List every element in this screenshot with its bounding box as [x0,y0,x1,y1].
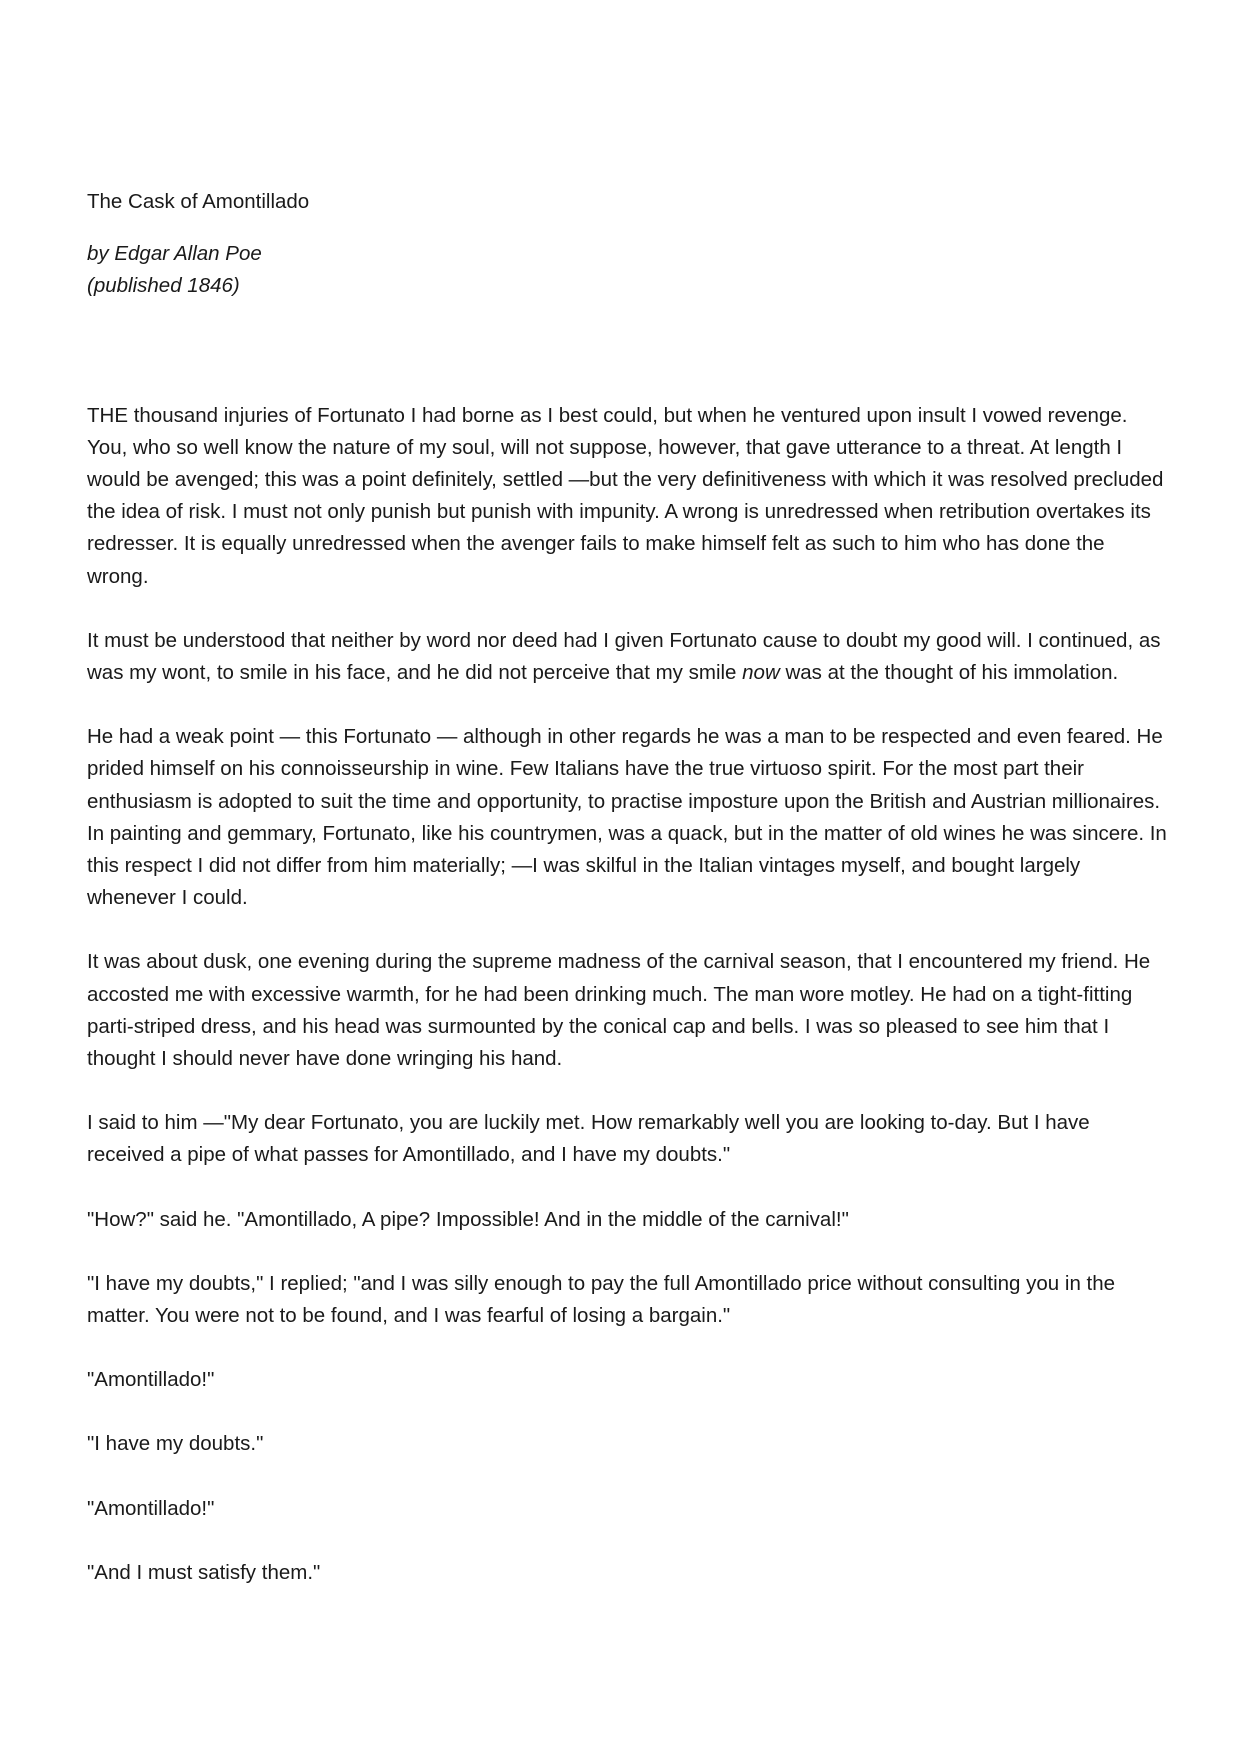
paragraph-2-emphasis: now [742,661,780,685]
author-line: by Edgar Allan Poe [87,242,262,266]
paragraph-8: "Amontillado!" [87,1368,215,1392]
story-body [87,400,1167,1589]
paragraph-1: THE thousand injuries of Fortunato I had borne as I best could, but when he ventured upon insult I vowed revenge. You, who so well know the nature of my soul, will not suppose, however, that gave utterance to a threat. At length I would be avenged; this was a point definitely, settled —but the very definitiveness with which it was resolved precluded the idea of risk. I must not only punish but punish with impunity. A wrong is unredressed when retribution overtakes its redresser. It is equally unredressed when the avenger fails to make himself felt as such to him who has done the wrong. [87,403,1164,588]
paragraph-10: "Amontillado!" [87,1496,215,1520]
paragraph-2-part-1: It must be understood that neither by word nor deed had I given Fortunato cause to doubt my good will. I continued, as was my wont, to smile in his face, and he did not perceive that my smile [87,628,1161,685]
paragraph-7: "I have my doubts," I replied; "and I was silly enough to pay the full Amontillado price without consulting you in the matter. You were not to be found, and I was fearful of losing a bargain." [87,1271,1116,1328]
document-page [87,186,1167,1621]
paragraph-2 [87,625,1167,689]
paragraph-11: "And I must satisfy them." [87,1560,321,1584]
paragraph-6: "How?" said he. "Amontillado, A pipe? Impossible! And in the middle of the carnival!" [87,1207,849,1231]
paragraph-3: He had a weak point — this Fortunato — although in other regards he was a man to be respected and even feared. He prided himself on his connoisseurship in wine. Few Italians have the true virtuoso spirit. For the most part their enthusiasm is adopted to suit the time and opportunity, to practise imposture upon the British and Austrian millionaires. In painting and gemmary, Fortunato, like his countrymen, was a quack, but in the matter of old wines he was sincere. In this respect I did not differ from him materially; —I was skilful in the Italian vintages myself, and bought largely whenever I could. [87,725,1167,910]
paragraph-5: I said to him —"My dear Fortunato, you are luckily met. How remarkably well you are looking to-day. But I have received a pipe of what passes for Amontillado, and I have my doubts." [87,1111,1090,1167]
published-line: (published 1846) [87,274,240,298]
document-title: The Cask of Amontillado [87,190,310,213]
paragraph-2-part-2: was at the thought of his immolation. [779,661,1119,685]
byline [87,238,1167,302]
paragraph-4: It was about dusk, one evening during the supreme madness of the carnival season, that I encountered my friend. He accosted me with excessive warmth, for he had been drinking much. The man wore motley. He had on a tight-fitting parti-striped dress, and his head was surmounted by the conical cap and bells. I was so pleased to see him that I thought I should never have done wringing his hand. [87,950,1151,1071]
paragraph-9: "I have my doubts." [87,1432,264,1456]
